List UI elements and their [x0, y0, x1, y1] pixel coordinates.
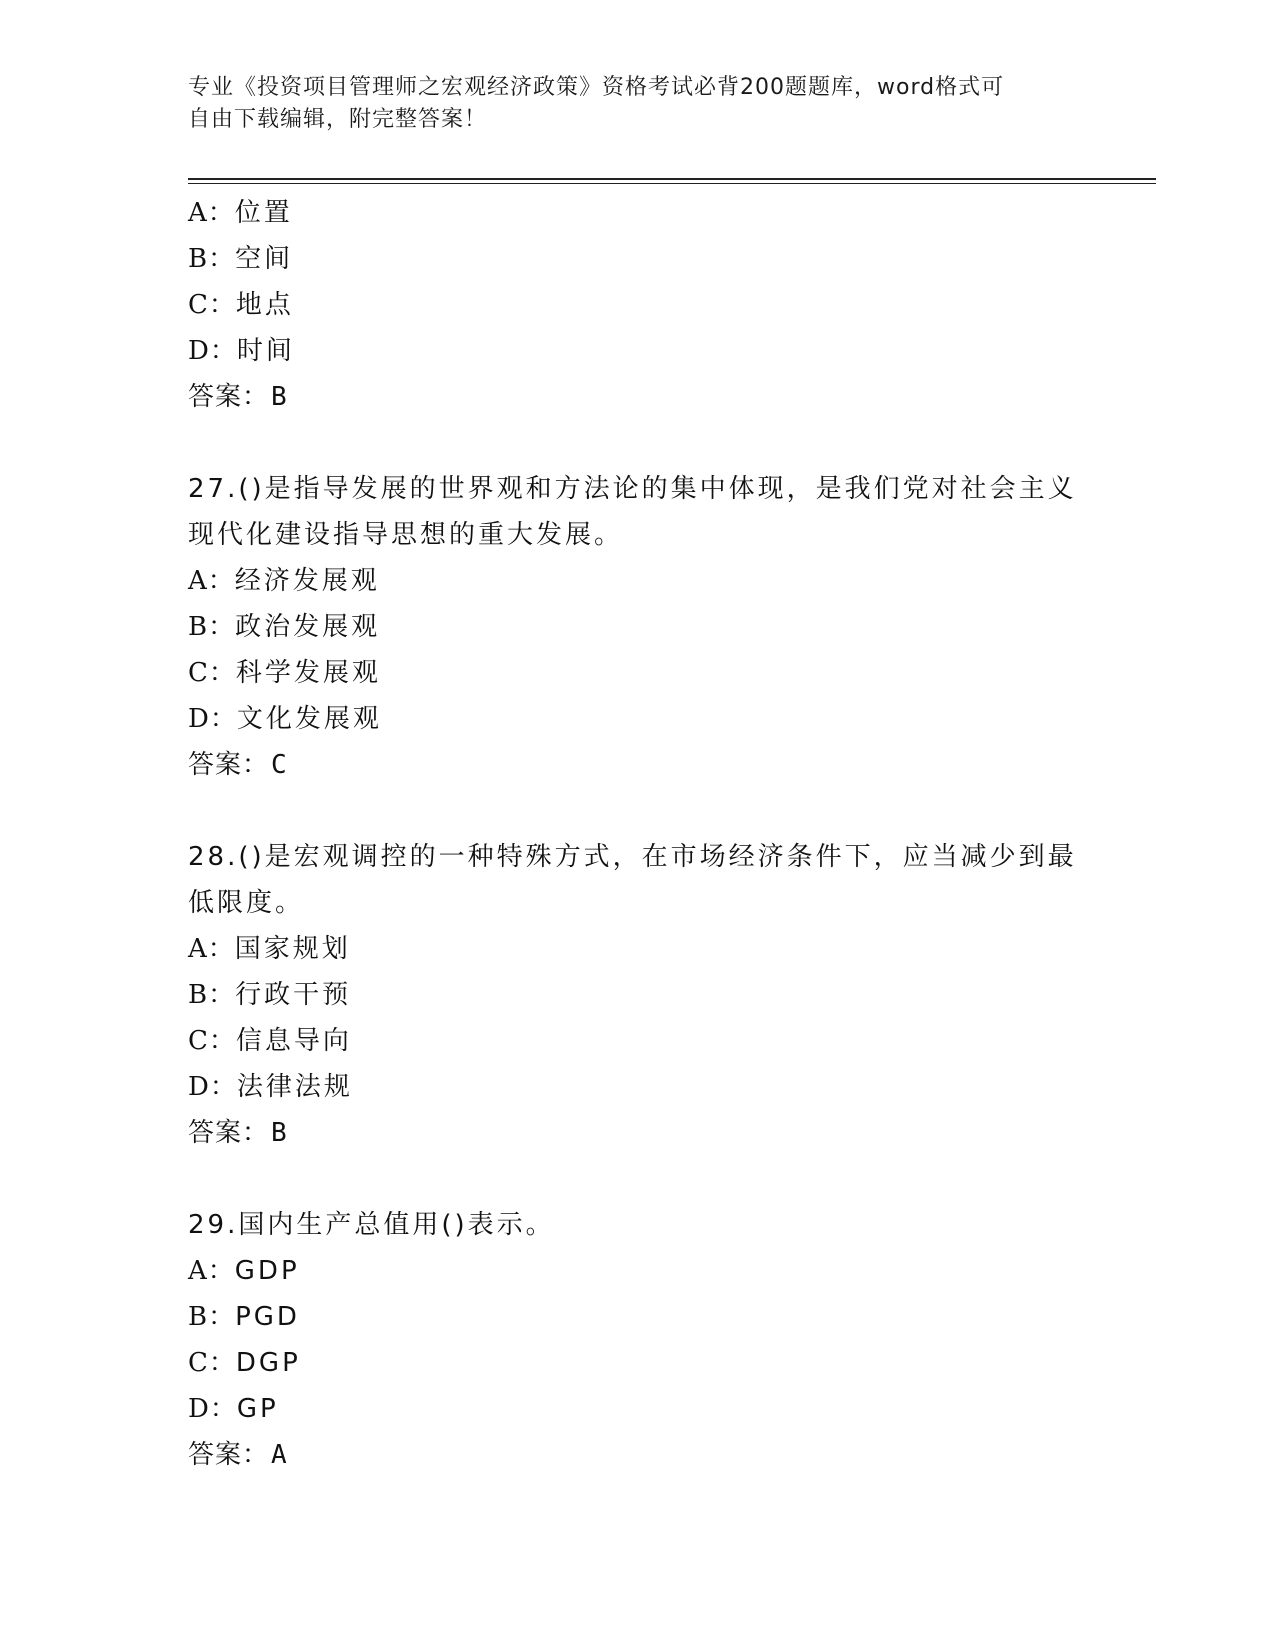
option-key: B： [188, 1302, 236, 1332]
option-key: C： [188, 658, 236, 688]
answer-value: C [271, 750, 288, 780]
option-text: 法律法规 [236, 1072, 353, 1102]
question-spacer [188, 1156, 1088, 1202]
option-a [188, 558, 1088, 604]
option-text: PGD [235, 1302, 300, 1332]
option-text: 科学发展观 [235, 658, 381, 688]
option-b [188, 604, 1088, 650]
option-key: D： [188, 336, 237, 366]
option-key: D： [188, 704, 237, 734]
option-text: GDP [234, 1256, 300, 1286]
option-b [188, 972, 1088, 1018]
option-d [188, 696, 1088, 742]
document-header [188, 72, 1078, 136]
header-line-1: 专业《投资项目管理师之宏观经济政策》资格考试必背200题题库，word格式可 [188, 75, 1005, 100]
answer-value: A [271, 1440, 288, 1470]
option-key: A： [188, 566, 235, 596]
question-stem-line: 28.()是宏观调控的一种特殊方式，在市场经济条件下，应当减少到最 [188, 842, 1077, 872]
option-text: 地点 [235, 290, 294, 320]
option-text: 国家规划 [234, 934, 351, 964]
option-d [188, 1386, 1088, 1432]
question-27 [188, 466, 1088, 788]
option-text: 空间 [235, 244, 294, 274]
option-d [188, 328, 1088, 374]
answer-line [188, 1432, 1088, 1478]
option-text: GP [236, 1394, 279, 1424]
answer-line [188, 1110, 1088, 1156]
option-key: C： [188, 1348, 236, 1378]
answer-value: B [271, 1118, 288, 1148]
option-text: 经济发展观 [234, 566, 380, 596]
option-key: A： [188, 1256, 235, 1286]
question-spacer [188, 788, 1088, 834]
question-stem-line: 低限度。 [188, 888, 305, 918]
option-key: B： [188, 980, 236, 1010]
option-c [188, 1340, 1088, 1386]
question-stem-line: 27.()是指导发展的世界观和方法论的集中体现，是我们党对社会主义 [188, 474, 1077, 504]
question-stem-line: 现代化建设指导思想的重大发展。 [188, 520, 624, 550]
question-list [188, 190, 1088, 1478]
option-key: D： [188, 1072, 237, 1102]
option-key: D： [188, 1394, 237, 1424]
option-key: B： [188, 244, 236, 274]
answer-label: 答案： [188, 1440, 270, 1470]
header-divider-thick [188, 178, 1156, 180]
option-text: 政治发展观 [235, 612, 381, 642]
option-a [188, 190, 1088, 236]
option-c [188, 1018, 1088, 1064]
question-29 [188, 1202, 1088, 1478]
option-key: C： [188, 1026, 236, 1056]
option-text: 信息导向 [235, 1026, 352, 1056]
question-partial [188, 190, 1088, 420]
answer-label: 答案： [188, 382, 270, 412]
option-text: 文化发展观 [236, 704, 382, 734]
option-text: 时间 [236, 336, 295, 366]
option-b [188, 236, 1088, 282]
option-b [188, 1294, 1088, 1340]
answer-label: 答案： [188, 750, 270, 780]
option-d [188, 1064, 1088, 1110]
option-key: B： [188, 612, 236, 642]
question-spacer [188, 420, 1088, 466]
option-text: 行政干预 [235, 980, 352, 1010]
answer-label: 答案： [188, 1118, 270, 1148]
option-c [188, 282, 1088, 328]
option-c [188, 650, 1088, 696]
header-divider-thin [188, 183, 1156, 184]
answer-line [188, 374, 1088, 420]
option-a [188, 1248, 1088, 1294]
answer-value: B [271, 382, 288, 412]
option-key: A： [188, 934, 235, 964]
header-line-2: 自由下载编辑，附完整答案！ [188, 107, 488, 132]
question-stem-line: 29.国内生产总值用()表示。 [188, 1210, 555, 1240]
option-key: C： [188, 290, 236, 320]
option-a [188, 926, 1088, 972]
option-key: A： [188, 198, 235, 228]
answer-line [188, 742, 1088, 788]
option-text: DGP [235, 1348, 301, 1378]
question-28 [188, 834, 1088, 1156]
option-text: 位置 [234, 198, 293, 228]
